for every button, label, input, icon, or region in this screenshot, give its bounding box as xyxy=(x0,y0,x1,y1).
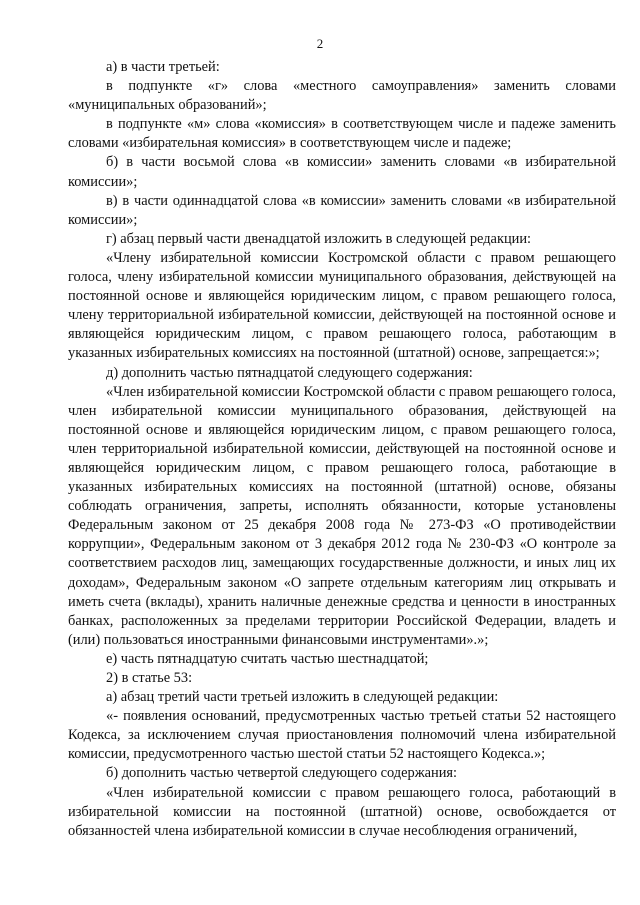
paragraph-d-part-fifteen: д) дополнить частью пятнадцатой следующего содержания: xyxy=(106,364,473,381)
quoted-paragraph-part-fifteen: «Член избирательной комиссии Костромской области с правом решающего голоса, член избирательной комиссии муниципального образования, действующей на постоянной основе и являющейся юридическим лицом, с правом решающего голоса, член территориальной избирательной комиссии, действующей на постоянной основе и являющейся юридическим лицом, с правом решающего голоса, работающие в указанных избирательных комиссиях на постоянной (штатной) основе, обязаны соблюдать ограничения, запреты, исполнять обязанности, которые установлены Федеральным законом от 25 декабря 2008 года № 273-ФЗ «О противодействии коррупции», Федеральным законом от 3 декабря 2012 года № 230-ФЗ «О контроле за соответствием расходов лиц, замещающих государственные должности, и иных лиц их доходам», Федеральным законом «О запрете отдельным категориям лиц открывать и иметь счета (вклады), хранить наличные денежные средства и ценности в иностранных банках, расположенных за пределами территории Российской Федерации, владеть и (или) пользоваться иностранными финансовыми инструментами».»; xyxy=(68,383,616,648)
paragraph-g-part-twelve: г) абзац первый части двенадцатой изложить в следующей редакции: xyxy=(106,230,532,247)
quoted-paragraph-part-twelve: «Члену избирательной комиссии Костромской области с правом решающего голоса, члену избирательной комиссии муниципального образования, действующей на постоянной основе и являющейся юридическим лицом, с правом решающего голоса, члену территориальной избирательной комиссии, действующей на постоянной основе и являющейся юридическим лицом, с правом решающего голоса, работающим в указанных избирательных комиссиях на постоянной (штатной) основе, запрещается:»; xyxy=(68,249,616,362)
paragraph-subitem-g: в подпункте «г» слова «местного самоуправления» заменить словами «муниципальных образований»; xyxy=(68,78,616,114)
quoted-paragraph-article-53: «- появления оснований, предусмотренных частью третьей статьи 52 настоящего Кодекса, за исключением случая приостановления полномочий члена избирательной комиссии, предусмотренного частью шестой статьи 52 настоящего Кодекса.»; xyxy=(68,708,616,763)
paragraph-v-part-eleven: в) в части одиннадцатой слова «в комиссии» заменить словами «в избирательной комиссии»; xyxy=(68,192,616,228)
paragraph-subitem-m: в подпункте «м» слова «комиссия» в соответствующем числе и падеже заменить словами «избирательная комиссия» в соответствующем числе и падеже; xyxy=(68,116,616,152)
document-body xyxy=(68,58,616,841)
paragraph-e-renumber: е) часть пятнадцатую считать частью шестнадцатой; xyxy=(106,650,429,667)
paragraph-a-part-three: а) в части третьей: xyxy=(106,59,220,75)
paragraph-b-part-four: б) дополнить частью четвертой следующего содержания: xyxy=(106,765,458,782)
quoted-paragraph-part-four: «Член избирательной комиссии с правом решающего голоса, работающий в избирательной комиссии на постоянной (штатной) основе, освобождается от обязанностей члена избирательной комиссии в случае несоблюдения ограничений, xyxy=(68,784,616,839)
paragraph-b-part-eight: б) в части восьмой слова «в комиссии» заменить словами «в избирательной комиссии»; xyxy=(68,154,616,190)
paragraph-article-53: 2) в статье 53: xyxy=(106,670,193,686)
page-number: 2 xyxy=(316,36,324,51)
paragraph-a-article-53: а) абзац третий части третьей изложить в следующей редакции: xyxy=(106,689,499,706)
